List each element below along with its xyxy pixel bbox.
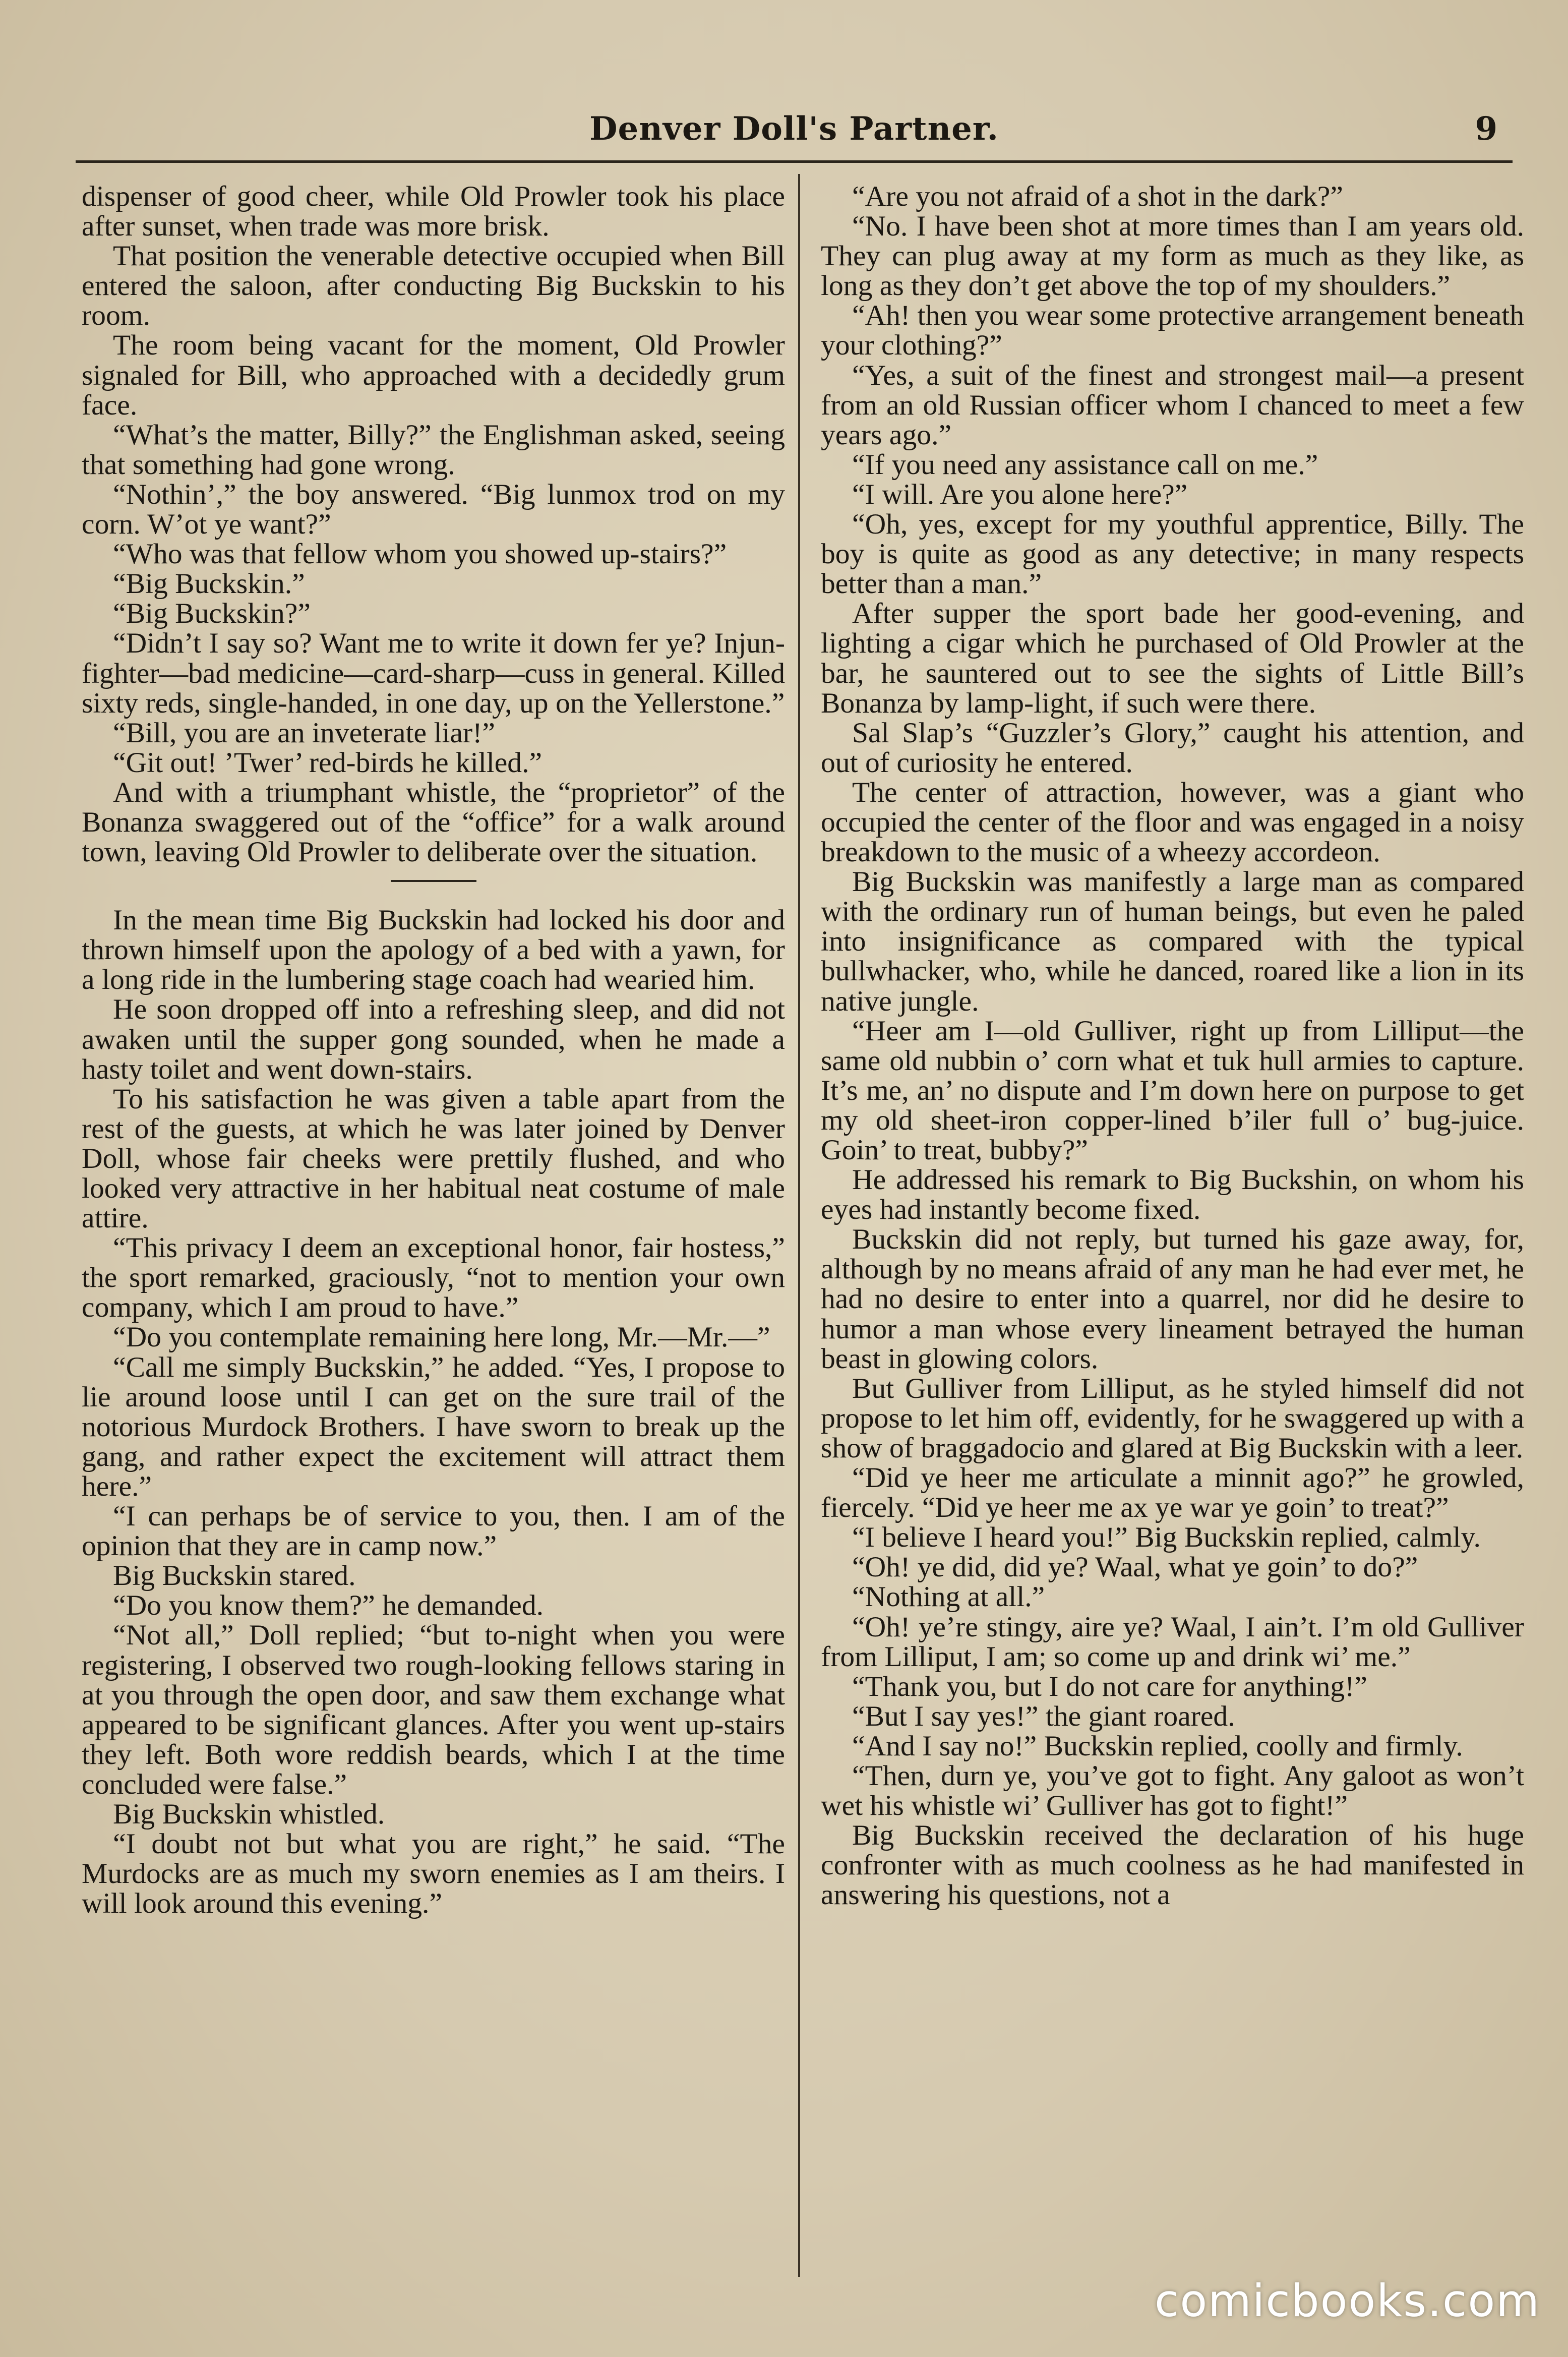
paragraph: “Did ye heer me articulate a minnit ago?” he growled, fiercely. “Did ye heer me ax ye war ye goin’ to treat?” <box>821 1462 1524 1524</box>
header-rule <box>76 160 1513 163</box>
paragraph: “Ah! then you wear some protective arrangement beneath your clothing?” <box>821 300 1524 362</box>
paragraph: And with a triumphant whistle, the “proprietor” of the Bonanza swaggered out of the “office” for a walk around town, leaving Old Prowler to deliberate over the situation. <box>82 776 785 868</box>
paragraph: “Oh! ye’re stingy, aire ye? Waal, I ain’t. I’m old Gulliver from Lilliput, I am; so come up and drink wi’ me.” <box>821 1611 1524 1673</box>
paragraph: “But I say yes!” the giant roared. <box>852 1700 1235 1732</box>
paragraph: “Bill, you are an inveterate liar!” <box>113 717 495 749</box>
paragraph: Buckskin did not reply, but turned his gaze away, for, although by no means afraid of any man he had ever met, he had no desire to enter into a quarrel, nor did he desire to humor a man whose every lineament betrayed the human beast in glowing colors. <box>821 1223 1524 1375</box>
paragraph: “Big Buckskin?” <box>113 598 311 630</box>
paragraph: “Big Buckskin.” <box>113 568 305 600</box>
paragraph: “And I say no!” Buckskin replied, coolly and firmly. <box>852 1730 1463 1762</box>
paragraph: “Oh, yes, except for my youthful apprentice, Billy. The boy is quite as good as any detective; in many respects better than a man.” <box>821 508 1524 600</box>
paragraph: Big Buckskin whistled. <box>113 1798 385 1830</box>
paragraph: “Then, durn ye, you’ve got to fight. Any galoot as won’t wet his whistle wi’ Gulliver has got to fight!” <box>821 1759 1524 1822</box>
paragraph: “Nothing at all.” <box>852 1581 1045 1613</box>
page-number: 9 <box>1475 110 1497 148</box>
section-separator <box>391 880 476 882</box>
paragraph: That position the venerable detective occupied when Bill entered the saloon, after conducting Big Buckskin to his room. <box>82 240 785 332</box>
paragraph: Sal Slap’s “Guzzler’s Glory,” caught his attention, and out of curiosity he entered. <box>821 717 1524 779</box>
paragraph: But Gulliver from Lilliput, as he styled himself did not propose to let him off, evidently, for he swaggered up with a show of braggadocio and glared at Big Buckskin with a leer. <box>821 1372 1524 1464</box>
paragraph: “Heer am I—old Gulliver, right up from Lilliput—the same old nubbin o’ corn what et tuk hull armies to capture. It’s me, an’ no dispute and I’m down here on purpose to get my old sheet-iron copper-lined b’iler full o’ bug-juice. Goin’ to treat, bubby?” <box>821 1015 1524 1166</box>
running-title: Denver Doll's Partner. <box>589 110 999 148</box>
page-header <box>76 106 1513 161</box>
paragraph: After supper the sport bade her good-evening, and lighting a cigar which he purchased of Old Prowler at the bar, he sauntered out to see the sights of Little Bill’s Bonanza by lamp-light, if such were there. <box>821 598 1524 719</box>
paragraph: The center of attraction, however, was a giant who occupied the center of the floor and was engaged in a noisy breakdown to the music of a wheezy accordeon. <box>821 776 1524 868</box>
paragraph: “Git out! ’Twer’ red-birds he killed.” <box>113 746 542 779</box>
paragraph: “Yes, a suit of the finest and strongest mail—a present from an old Russian officer whom I chanced to meet a few years ago.” <box>821 359 1524 451</box>
paragraph: “Didn’t I say so? Want me to write it down fer ye? Injun-fighter—bad medicine—card-sharp—cuss in general. Killed sixty reds, single-handed, in one day, up on the Yellerstone.” <box>82 627 785 719</box>
paragraph: In the mean time Big Buckskin had locked his door and thrown himself upon the apology of a bed with a yawn, for a long ride in the lumbering stage coach had wearied him. <box>82 904 785 996</box>
paragraph: “Nothin’,” the boy answered. “Big lunmox trod on my corn. W’ot ye want?” <box>82 478 785 541</box>
paragraph: “If you need any assistance call on me.” <box>852 448 1318 481</box>
paragraph: He addressed his remark to Big Buckshin, on whom his eyes had instantly become fixed. <box>821 1164 1524 1226</box>
paragraph: “I believe I heard you!” Big Buckskin replied, calmly. <box>852 1521 1481 1554</box>
column-divider <box>798 174 800 2277</box>
paragraph: “Not all,” Doll replied; “but to-night when you were registering, I observed two rough-looking fellows staring in at you through the open door, and saw them exchange what appeared to be significant glances. After you went up-stairs they left. Both wore reddish beards, which I at the time concluded were false.” <box>82 1619 785 1800</box>
paragraph: “This privacy I deem an exceptional honor, fair hostess,” the sport remarked, graciously, “not to mention your own company, which I am proud to have.” <box>82 1232 785 1324</box>
paragraph: To his satisfaction he was given a table apart from the rest of the guests, at which he was later joined by Denver Doll, whose fair cheeks were prettily flushed, and who looked very attractive in her habitual neat costume of male attire. <box>82 1083 785 1234</box>
paragraph: Big Buckskin was manifestly a large man as compared with the ordinary run of human beings, but even he paled into insignificance as compared with the typical bullwhacker, who, while he danced, roared like a lion in its native jungle. <box>821 866 1524 1017</box>
paragraph: Big Buckskin stared. <box>113 1560 356 1592</box>
paragraph: dispenser of good cheer, while Old Prowler took his place after sunset, when trade was more brisk. <box>82 182 785 243</box>
paragraph: “I can perhaps be of service to you, then. I am of the opinion that they are in camp now.” <box>82 1500 785 1562</box>
paragraph: “I doubt not but what you are right,” he said. “The Murdocks are as much my sworn enemies as I am theirs. I will look around this evening.” <box>82 1828 785 1920</box>
paragraph: The room being vacant for the moment, Old Prowler signaled for Bill, who approached with a decidedly grum face. <box>82 329 785 421</box>
paragraph: “Are you not afraid of a shot in the dark?” <box>852 182 1343 212</box>
paragraph: “No. I have been shot at more times than I am years old. They can plug away at my form as much as they like, as long as they don’t get above the top of my shoulders.” <box>821 210 1524 302</box>
site-watermark: comicbooks.com <box>1154 2275 1540 2327</box>
paragraph: “Thank you, but I do not care for anything!” <box>852 1670 1367 1702</box>
paragraph: “Do you know them?” he demanded. <box>113 1589 544 1622</box>
left-column <box>82 182 785 2204</box>
paragraph: “Who was that fellow whom you showed up-stairs?” <box>113 538 727 570</box>
paragraph: “I will. Are you alone here?” <box>852 478 1188 510</box>
paragraph: “Do you contemplate remaining here long, Mr.—Mr.—” <box>113 1321 770 1353</box>
paragraph: Big Buckskin received the declaration of his huge confronter with as much coolness as he had manifested in answering his questions, not a <box>821 1819 1524 1911</box>
paragraph: “What’s the matter, Billy?” the Englishman asked, seeing that something had gone wrong. <box>82 419 785 481</box>
paragraph: “Call me simply Buckskin,” he added. “Yes, I propose to lie around loose until I can get on the sure trail of the notorious Murdock Brothers. I have sworn to break up the gang, and rather expect the excitement will attract them here.” <box>82 1351 785 1502</box>
paragraph: “Oh! ye did, did ye? Waal, what ye goin’ to do?” <box>852 1551 1418 1583</box>
paragraph: He soon dropped off into a refreshing sleep, and did not awaken until the supper gong sounded, when he made a hasty toilet and went down-stairs. <box>82 993 785 1085</box>
right-column <box>821 182 1524 2204</box>
